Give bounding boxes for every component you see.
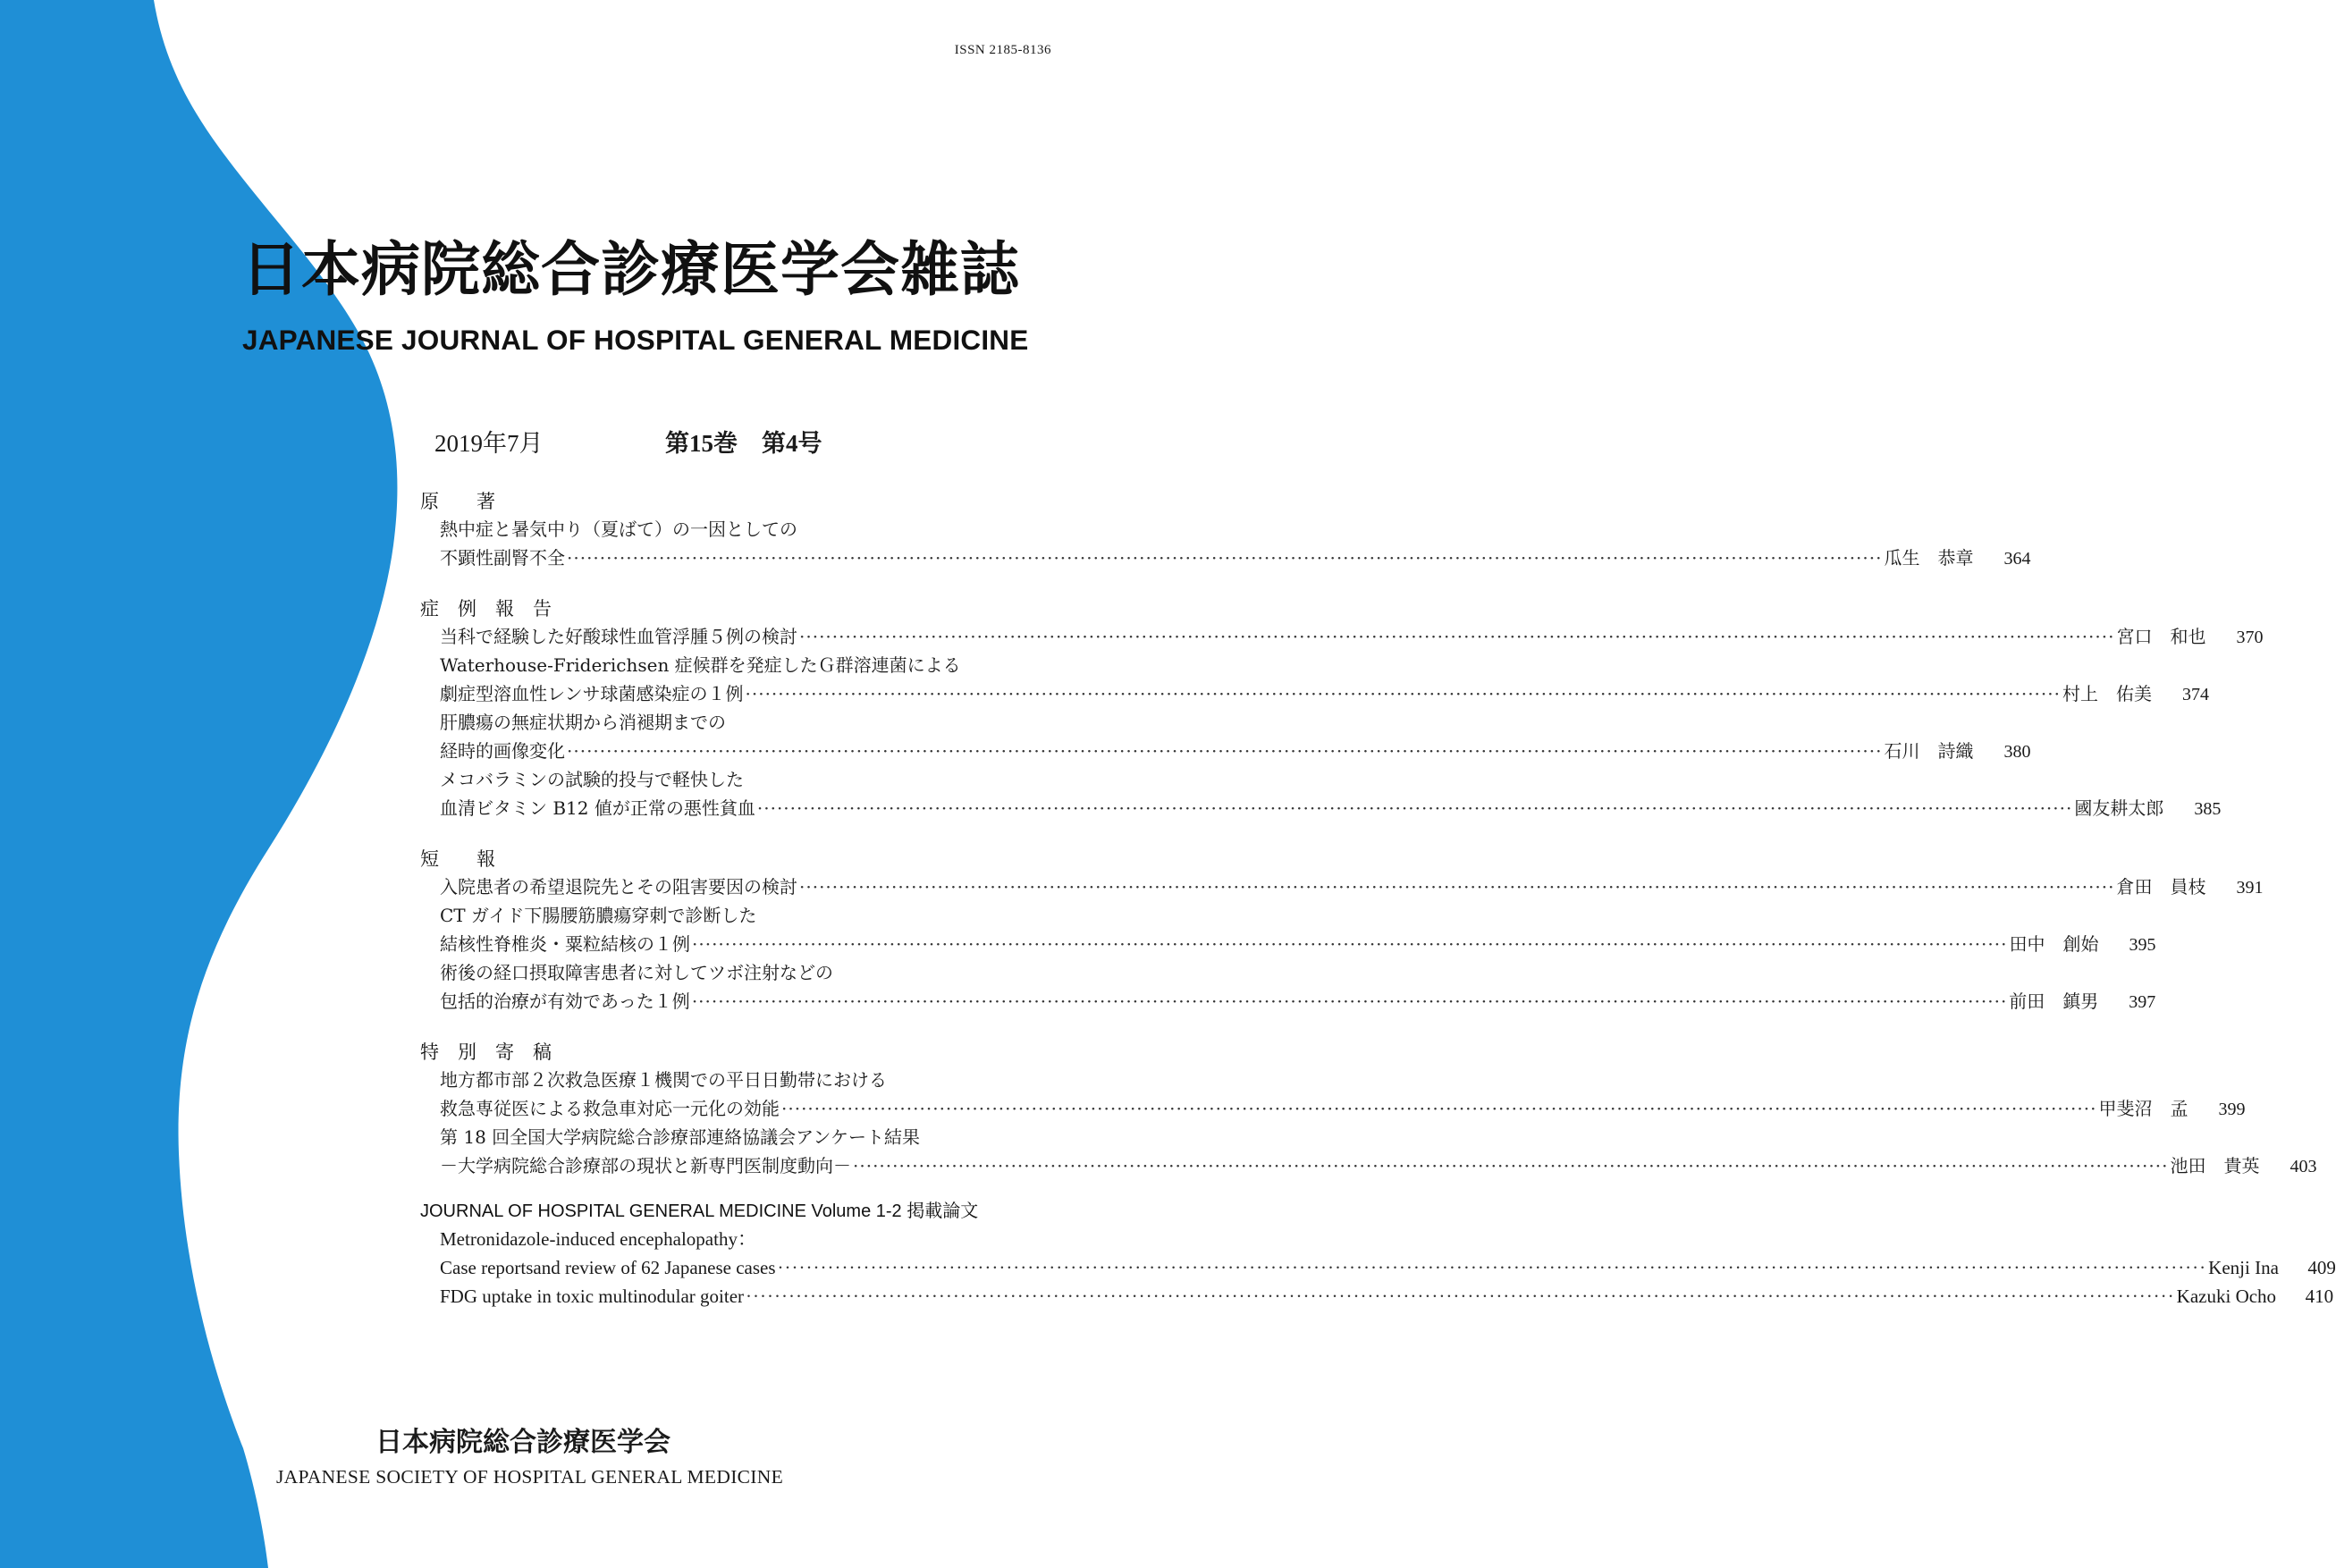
entry-author: 宮口 和也 — [2116, 626, 2206, 647]
entry-title-line2: 包括的治療が有効であった１例 — [440, 991, 690, 1012]
issn-number: ISSN 2185-8136 — [954, 43, 1051, 57]
entry-title-line1: 熱中症と暑気中り（夏ばて）の一因としての — [440, 518, 797, 540]
dot-leader: ········································································································································································································ — [799, 876, 2115, 898]
entry-author: Kenji Ina — [2208, 1257, 2279, 1278]
dot-leader: ········································································································································································································ — [692, 933, 2008, 955]
section-heading: 原 著 — [420, 491, 495, 512]
entry-page: 385 — [2194, 799, 2222, 819]
entry-author: 石川 詩織 — [1884, 740, 1974, 762]
section-heading: 短 報 — [420, 848, 495, 870]
entry-author: 村上 佑美 — [2062, 683, 2152, 704]
entry-title-line2: FDG uptake in toxic multinodular goiter — [440, 1286, 745, 1307]
entry-title-line2: 入院患者の希望退院先とその阻害要因の検討 — [440, 876, 797, 898]
entry-author: 前田 鎮男 — [2009, 991, 2099, 1012]
entry-author: 池田 貴英 — [2170, 1155, 2260, 1176]
entry-author: 瓜生 恭章 — [1884, 547, 1974, 569]
entry-page: 380 — [2003, 742, 2031, 762]
toc-entry[interactable] — [440, 958, 2156, 1016]
toc-entry[interactable] — [440, 651, 2209, 708]
journal-title-jp: 日本病院総合診療医学会雑誌 — [241, 235, 1020, 304]
entry-title-line1: Metronidazole-induced encephalopathy： — [440, 1228, 756, 1250]
entry-title-line2: 不顕性副腎不全 — [440, 547, 565, 569]
entry-title-line2: 当科で経験した好酸球性血管浮腫５例の検討 — [440, 626, 797, 647]
entry-title-line2: 結核性脊椎炎・粟粒結核の１例 — [440, 933, 690, 955]
toc-entry[interactable] — [440, 1123, 2317, 1180]
toc-entry[interactable] — [440, 765, 2222, 822]
entry-page: 391 — [2236, 878, 2264, 898]
entry-title-line1: Waterhouse-Friderichsen 症候群を発症したＧ群溶連菌による — [440, 654, 961, 676]
section-heading: 特 別 寄 稿 — [420, 1041, 552, 1063]
section-heading: 症 例 報 告 — [420, 598, 552, 620]
publisher-name-jp: 日本病院総合診療医学会 — [375, 1427, 670, 1458]
entry-page: 399 — [2218, 1100, 2246, 1119]
entry-title-line2: 劇症型溶血性レンサ球菌感染症の１例 — [440, 683, 744, 704]
entry-page: 397 — [2129, 992, 2156, 1012]
dot-leader: ········································································································································································································ — [745, 683, 2061, 704]
toc-entry[interactable] — [440, 515, 2031, 572]
entry-author: 倉田 員枝 — [2116, 876, 2206, 898]
entry-title-line1: 肝膿瘍の無症状期から消褪期までの — [440, 712, 726, 733]
entry-title-line2: 救急専従医による救急車対応一元化の効能 — [440, 1098, 780, 1119]
entry-page: 409 — [2307, 1257, 2336, 1278]
entry-title-line1: 術後の経口摂取障害患者に対してツボ注射などの — [440, 962, 833, 983]
dot-leader: ········································································································································································································ — [853, 1155, 2169, 1176]
section-case-reports — [420, 595, 2264, 822]
section-heading: JOURNAL OF HOSPITAL GENERAL MEDICINE Volume 1-2 掲載論文 — [420, 1201, 979, 1221]
entry-author: 甲斐沼 孟 — [2098, 1098, 2188, 1119]
publisher-name-en: JAPANESE SOCIETY OF HOSPITAL GENERAL MEDICINE — [276, 1466, 784, 1488]
toc-entry[interactable] — [440, 1066, 2246, 1123]
issue-volume: 第15巻 第4号 — [665, 430, 822, 457]
toc-entry[interactable] — [440, 1282, 2334, 1311]
entry-page: 403 — [2290, 1157, 2317, 1176]
toc-entry[interactable] — [440, 901, 2156, 958]
section-jhgm-articles — [420, 1198, 2336, 1311]
dot-leader: ········································································································································································································ — [777, 1257, 2207, 1278]
dot-leader: ········································································································································································································ — [567, 547, 1883, 569]
toc-entry[interactable] — [440, 708, 2031, 765]
toc-entry[interactable] — [440, 622, 2264, 651]
dot-leader: ········································································································································································································ — [781, 1098, 2097, 1119]
toc-entry[interactable] — [440, 1225, 2336, 1282]
dot-leader: ········································································································································································································ — [799, 626, 2115, 647]
dot-leader: ········································································································································································································ — [691, 991, 2008, 1012]
entry-author: 國友耕太郎 — [2074, 797, 2164, 819]
entry-page: 395 — [2129, 935, 2156, 955]
entry-page: 374 — [2181, 685, 2209, 704]
section-special-contributions — [420, 1039, 2317, 1180]
entry-title-line1: メコバラミンの試験的投与で軽快した — [440, 769, 744, 790]
entry-title-line1: CT ガイド下腸腰筋膿瘍穿刺で診断した — [440, 905, 757, 926]
entry-author: Kazuki Ocho — [2176, 1286, 2277, 1307]
entry-title-line1: 第 18 回全国大学病院総合診療部連絡協議会アンケート結果 — [440, 1126, 920, 1148]
dot-leader: ········································································································································································································ — [567, 740, 1883, 762]
section-short-reports — [420, 846, 2264, 1016]
table-of-contents — [420, 488, 2336, 1311]
entry-title-line2: 経時的画像変化 — [440, 740, 565, 762]
entry-title-line1: 地方都市部２次救急医療１機関での平日日勤帯における — [440, 1069, 887, 1091]
issue-date: 2019年7月 — [434, 430, 544, 457]
entry-page: 410 — [2305, 1286, 2334, 1307]
toc-entry[interactable] — [440, 873, 2264, 901]
dot-leader: ········································································································································································································ — [746, 1286, 2175, 1307]
journal-title-en: JAPANESE JOURNAL OF HOSPITAL GENERAL MEDICINE — [242, 324, 1029, 356]
entry-title-line2: Case reportsand review of 62 Japanese cases — [440, 1257, 776, 1278]
entry-page: 364 — [2003, 549, 2031, 569]
dot-leader: ········································································································································································································ — [756, 797, 2073, 819]
entry-title-line2: 血清ビタミン B12 値が正常の悪性貧血 — [440, 797, 755, 819]
entry-title-line2: －大学病院総合診療部の現状と新専門医制度動向－ — [440, 1155, 851, 1176]
entry-page: 370 — [2236, 628, 2264, 647]
section-original — [420, 488, 2031, 572]
entry-author: 田中 創始 — [2009, 933, 2099, 955]
